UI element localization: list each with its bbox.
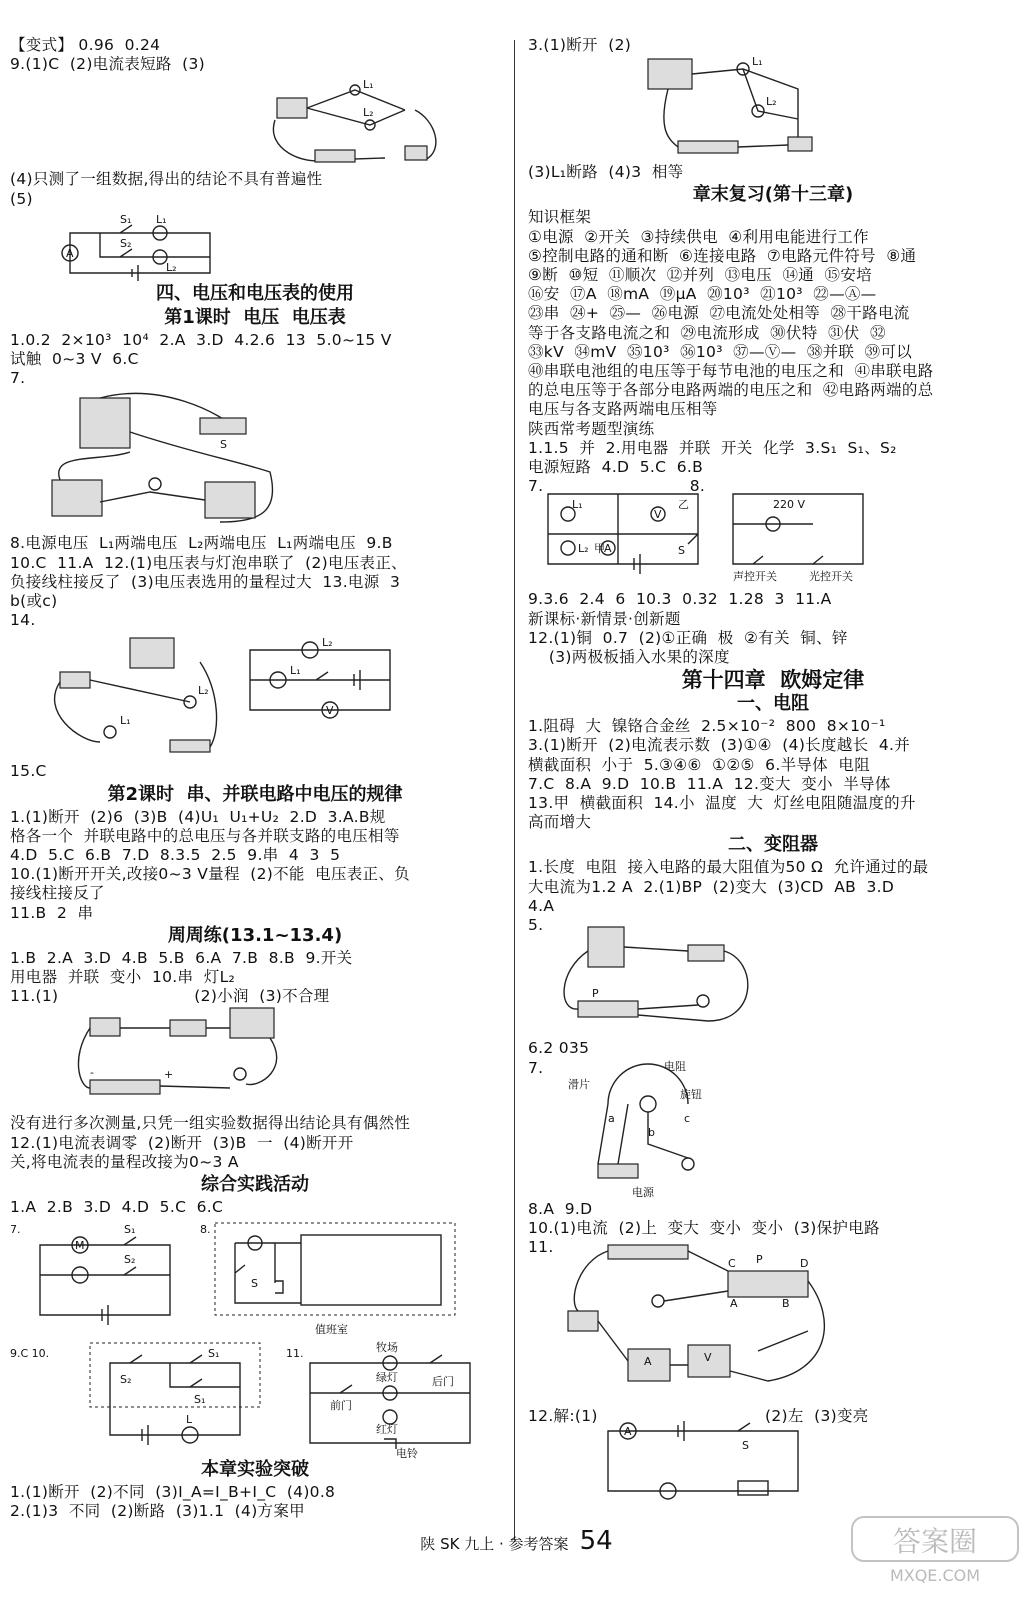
answer-line: (3)两极板插入水果的深度 [528,648,730,667]
svg-text:L₁: L₁ [572,498,583,512]
circuit-figure [528,57,1008,161]
voltmeter-icon [230,1008,274,1038]
bulb-icon [697,995,709,1007]
svg-text:7.: 7. [10,1223,21,1237]
rheostat-icon [578,1001,638,1017]
answer-line: 高而增大 [528,813,592,832]
answer-line: 用电器 并联 变小 10.串 灯L₂ [10,968,236,987]
answer-line: ⑨断 ⑩短 ⑪顺次 ⑫并列 ⑬电压 ⑭通 ⑮安培 [528,266,872,285]
answer-line: 3.(1)断开 (2) [528,36,632,54]
circuit-figure [528,1253,1008,1405]
answer-line: 9.3.6 2.4 6 10.3 0.32 1.28 3 11.A [528,590,832,609]
circuit-diagram [528,1424,1008,1509]
voltmeter-icon [648,59,692,89]
answer-line: 的总电压等于各部分电路两端的电压之和 ㊷电路两端的总 [528,381,934,400]
circuit-figure [10,76,490,168]
bulb-icon [149,478,161,490]
bell-icon [384,1439,396,1449]
svg-text:S₂: S₂ [120,1373,132,1387]
bulb-icon [652,1295,664,1307]
svg-text:S₂: S₂ [120,236,132,250]
bulb-icon [104,726,116,738]
switch-icon [568,1311,598,1331]
answer-line: (3)L₁断路 (4)3 相等 [528,163,684,182]
circuit-figure [10,390,490,532]
svg-text:M: M [75,1239,85,1253]
svg-text:A: A [624,1424,632,1438]
answer-line: 2.(1)3 不同 (2)断路 (3)1.1 (4)方案甲 [10,1502,305,1521]
chapter-heading: 第十四章 欧姆定律 [681,668,865,693]
answer-line: 陕西常考题型演练 [528,419,655,438]
svg-text:A: A [644,1355,652,1369]
answer-line: ㊵串联电池组的电压等于每节电池的电压之和 ㊶串联电路 [528,362,934,381]
svg-text:L₁: L₁ [290,664,301,678]
circuit-diagram [10,1219,490,1337]
section-heading: 四、电压和电压表的使用 [156,282,354,304]
battery-icon [608,1245,688,1259]
svg-text:牧场: 牧场 [376,1341,398,1355]
svg-text:V: V [326,704,334,718]
circuit-figure [528,1059,1008,1199]
ammeter-icon [277,98,307,118]
answer-line: 接线柱接反了 [10,884,105,903]
svg-text:甲: 甲 [594,542,605,556]
answer-line: ⑯安 ⑰A ⑱mA ⑲μA ⑳10³ ㉑10³ ㉒—Ⓐ— [528,285,877,304]
answer-line: b(或c) [10,592,58,611]
battery-icon [678,141,738,153]
svg-text:S: S [251,1277,258,1291]
answer-line: ⑤控制电路的通和断 ⑥连接电路 ⑦电路元件符号 ⑧通 [528,246,917,265]
svg-text:P: P [756,1253,763,1267]
svg-text:9.C 10.: 9.C 10. [10,1347,50,1361]
answer-line: 11. [528,1238,554,1257]
answer-line: 11.(1) (2)小润 (3)不合理 [10,987,330,1006]
answer-line: 12.(1)电流表调零 (2)断开 (3)B 一 (4)断开开 [10,1133,354,1152]
battery-icon [315,150,355,162]
voltmeter-icon [52,480,102,516]
answer-line: 11.B 2 串 [10,903,94,922]
section-heading: 综合实践活动 [201,1174,309,1196]
answer-line: 横截面积 小于 5.③④⑥ ①②⑤ 6.半导体 电阻 [528,755,871,774]
svg-text:绿灯: 绿灯 [376,1371,398,1385]
svg-text:光控开关: 光控开关 [809,570,853,584]
svg-text:C: C [728,1257,736,1271]
svg-text:电阻: 电阻 [664,1059,686,1073]
svg-text:220 V: 220 V [773,498,806,512]
answer-line: 1.0.2 2×10³ 10⁴ 2.A 3.D 4.2.6 13 5.0~15 V [10,330,392,349]
answer-line: 格各一个 并联电路中的总电压与各并联支路的电压相等 [10,826,400,845]
right-column [528,36,1018,1511]
svg-text:S₁: S₁ [120,212,132,226]
svg-text:S: S [220,438,227,452]
answer-line: 电源短路 4.D 5.C 6.B [528,458,704,477]
circuit-diagram [528,498,1008,588]
circuit-figure [10,1008,490,1112]
answer-line: 6.2 035 [528,1039,590,1058]
answer-line: 1.阻碍 大 镍铬合金丝 2.5×10⁻² 800 8×10⁻¹ [528,717,886,736]
answer-line: 7. [528,1058,544,1077]
answer-line: (4)只测了一组数据,得出的结论不具有普遍性 [10,170,323,189]
answer-line: 3.(1)断开 (2)电流表示数 (3)①④ (4)长度越长 4.并 [528,736,911,755]
svg-text:A: A [66,246,74,260]
knob-icon [640,1096,656,1112]
switch-icon [200,418,246,434]
answer-line: ①电源 ②开关 ③持续供电 ④利用电能进行工作 [528,227,869,246]
switch-icon [90,1018,120,1036]
battery-icon [588,927,624,967]
switch-icon [124,1237,136,1245]
column-divider [514,40,515,1540]
answer-line: 电压与各支路两端电压相等 [528,400,718,419]
answer-line: 试触 0~3 V 6.C [10,350,139,369]
svg-text:后门: 后门 [432,1375,454,1389]
svg-text:-: - [90,1066,94,1080]
switch-icon [316,672,328,680]
svg-text:a: a [608,1111,615,1125]
switch-icon [753,556,823,564]
svg-text:声控开关: 声控开关 [733,570,777,584]
answer-line: 没有进行多次测量,只凭一组实验数据得出结论具有偶然性 [10,1114,411,1133]
battery-icon [598,1164,638,1178]
svg-text:电源: 电源 [632,1185,654,1199]
answer-line: 【变式】 0.96 0.24 [10,36,161,54]
svg-text:A: A [604,542,612,556]
switch-icon [124,1267,136,1275]
svg-text:P: P [592,987,599,1001]
svg-text:红灯: 红灯 [376,1423,398,1437]
answer-line: ㉝kV ㉞mV ㉟10³ ㊱10³ ㊲—Ⓥ— ㊳并联 ㊴可以 [528,342,913,361]
svg-text:11.: 11. [286,1347,304,1361]
answer-line: 10.C 11.A 12.(1)电压表与灯泡串联了 (2)电压表正、 [10,553,407,572]
bulb-icon [561,541,575,555]
svg-text:L₁: L₁ [120,714,131,728]
svg-text:L₂: L₂ [322,636,333,650]
switch-icon [788,137,812,151]
svg-text:L₂: L₂ [766,95,777,109]
circuit-figure [10,632,490,760]
svg-text:MXQE.COM: MXQE.COM [889,1566,981,1585]
answer-line: 1.(1)断开 (2)不同 (3)I_A=I_B+I_C (4)0.8 [10,1483,336,1502]
svg-text:L₂: L₂ [578,542,589,556]
answer-line: 1.(1)断开 (2)6 (3)B (4)U₁ U₁+U₂ 2.D 3.A.B规 [10,807,386,826]
svg-text:答案圈: 答案圈 [892,1525,978,1558]
answer-line: 7. [10,369,26,388]
answer-line: 9.(1)C (2)电流表短路 (3) [10,55,205,74]
answer-line: 15.C [10,762,47,781]
svg-text:值班室: 值班室 [315,1323,348,1337]
svg-text:S₂: S₂ [124,1253,136,1267]
answer-line: 1.长度 电阻 接入电路的最大阻值为50 Ω 允许通过的最 [528,858,929,877]
svg-text:D: D [800,1257,809,1271]
bulb-icon [682,1158,694,1170]
section-heading: 周周练(13.1~13.4) [167,924,343,946]
circuit-diagram [10,211,490,281]
svg-text:L₂: L₂ [166,260,177,274]
svg-text:b: b [648,1125,655,1139]
svg-text:+: + [164,1068,174,1082]
watermark-logo [850,1515,1020,1587]
answer-line: 8.电源电压 L₁两端电压 L₂两端电压 L₁两端电压 9.B [10,534,393,553]
svg-text:S₁: S₁ [194,1393,206,1407]
svg-text:A: A [730,1297,738,1311]
left-column [10,36,500,1522]
answer-line: 1.B 2.A 3.D 4.B 5.B 6.A 7.B 8.B 9.开关 [10,948,353,967]
answer-line: 12.(1)铜 0.7 (2)①正确 极 ②有关 铜、锌 [528,628,848,647]
switch-icon [130,1355,202,1387]
svg-text:c: c [684,1111,691,1125]
battery-icon [170,740,210,752]
rheostat-icon [738,1481,768,1495]
section-heading: 一、电阻 [737,693,809,715]
svg-text:S₁: S₁ [208,1347,220,1361]
svg-text:L₁: L₁ [752,55,763,69]
answer-line: 14. [10,611,36,630]
svg-text:旋钮: 旋钮 [680,1087,702,1101]
svg-text:8.: 8. [200,1223,211,1237]
svg-text:L₁: L₁ [156,212,167,226]
answer-line: 5. [528,916,544,935]
answer-line: 7.C 8.A 9.D 10.B 11.A 12.变大 变小 半导体 [528,774,891,793]
switch-icon [405,146,427,160]
switch-icon [688,945,724,961]
page-number: 54 [579,1526,613,1556]
switch-icon [60,672,90,688]
svg-text:L: L [186,1413,193,1427]
circuit-diagram [10,1339,490,1461]
answer-line: 1.A 2.B 3.D 4.D 5.C 6.C [10,1198,224,1217]
footer-text: 陕 SK 九上 · 参考答案 [420,1535,569,1553]
answer-line: 7. 8. [528,477,706,496]
answer-line: (5) [10,189,33,208]
svg-text:L₂: L₂ [198,684,209,698]
lesson-heading: 第2课时 串、并联电路中电压的规律 [107,783,403,805]
svg-text:V: V [704,1351,712,1365]
answer-line: 4.A [528,896,555,915]
answer-line: 10.(1)电流 (2)上 变大 变小 变小 (3)保护电路 [528,1218,880,1237]
svg-text:前门: 前门 [330,1399,352,1413]
svg-text:S: S [678,544,685,558]
rheostat-icon [728,1271,808,1297]
voltmeter-icon [205,482,255,518]
answer-line: 8.A 9.D [528,1199,593,1218]
answer-line: 10.(1)断开开关,改接0~3 V量程 (2)不能 电压表正、负 [10,865,410,884]
svg-text:电铃: 电铃 [396,1447,418,1461]
battery-icon [80,398,130,448]
section-heading: 二、变阻器 [728,834,818,856]
answer-line: 1.1.5 并 2.用电器 并联 开关 化学 3.S₁ S₁、S₂ [528,438,897,457]
svg-text:V: V [654,508,662,522]
svg-text:S: S [742,1438,749,1452]
answer-line: 12.解:(1) (2)左 (3)变亮 [528,1407,869,1426]
svg-text:L₁: L₁ [363,78,374,92]
svg-text:L₂: L₂ [363,106,374,120]
svg-text:S₁: S₁ [124,1223,136,1237]
section-heading: 本章实验突破 [201,1459,309,1481]
battery-icon [90,1080,160,1094]
answer-line: 新课标·新情景·创新题 [528,609,681,628]
svg-text:B: B [782,1297,790,1311]
bulb-icon [234,1068,246,1080]
svg-text:乙: 乙 [678,498,689,512]
switch-icon [235,1265,245,1273]
rheostat-icon [170,1020,206,1036]
lesson-heading: 第1课时 电压 电压表 [164,306,346,328]
answer-line: 大电流为1.2 A 2.(1)BP (2)变大 (3)CD AB 3.D [528,877,895,896]
section-heading: 章末复习(第十三章) [692,184,854,206]
bulb-icon [561,507,575,521]
circuit-figure [528,937,1008,1037]
answer-line: 13.甲 横截面积 14.小 温度 大 灯丝电阻随温度的升 [528,794,916,813]
bell-icon [275,1281,283,1293]
answer-line: 负接线柱接反了 (3)电压表选用的量程过大 13.电源 3 [10,572,401,591]
answer-line: ㉓串 ㉔+ ㉕— ㉖电源 ㉗电流处处相等 ㉘干路电流 [528,304,910,323]
svg-text:滑片: 滑片 [568,1077,590,1091]
answer-line: 关,将电流表的量程改接为0~3 A [10,1152,239,1171]
bulb-icon [383,1410,397,1424]
answer-line: 4.D 5.C 6.B 7.D 8.3.5 2.5 9.串 4 3 5 [10,846,341,865]
switch-icon [688,534,698,544]
answer-line: 等于各支路电流之和 ㉙电流形成 ㉚伏特 ㉛伏 ㉜ [528,323,886,342]
answer-line: 知识框架 [528,208,592,227]
voltmeter-icon [130,638,174,668]
